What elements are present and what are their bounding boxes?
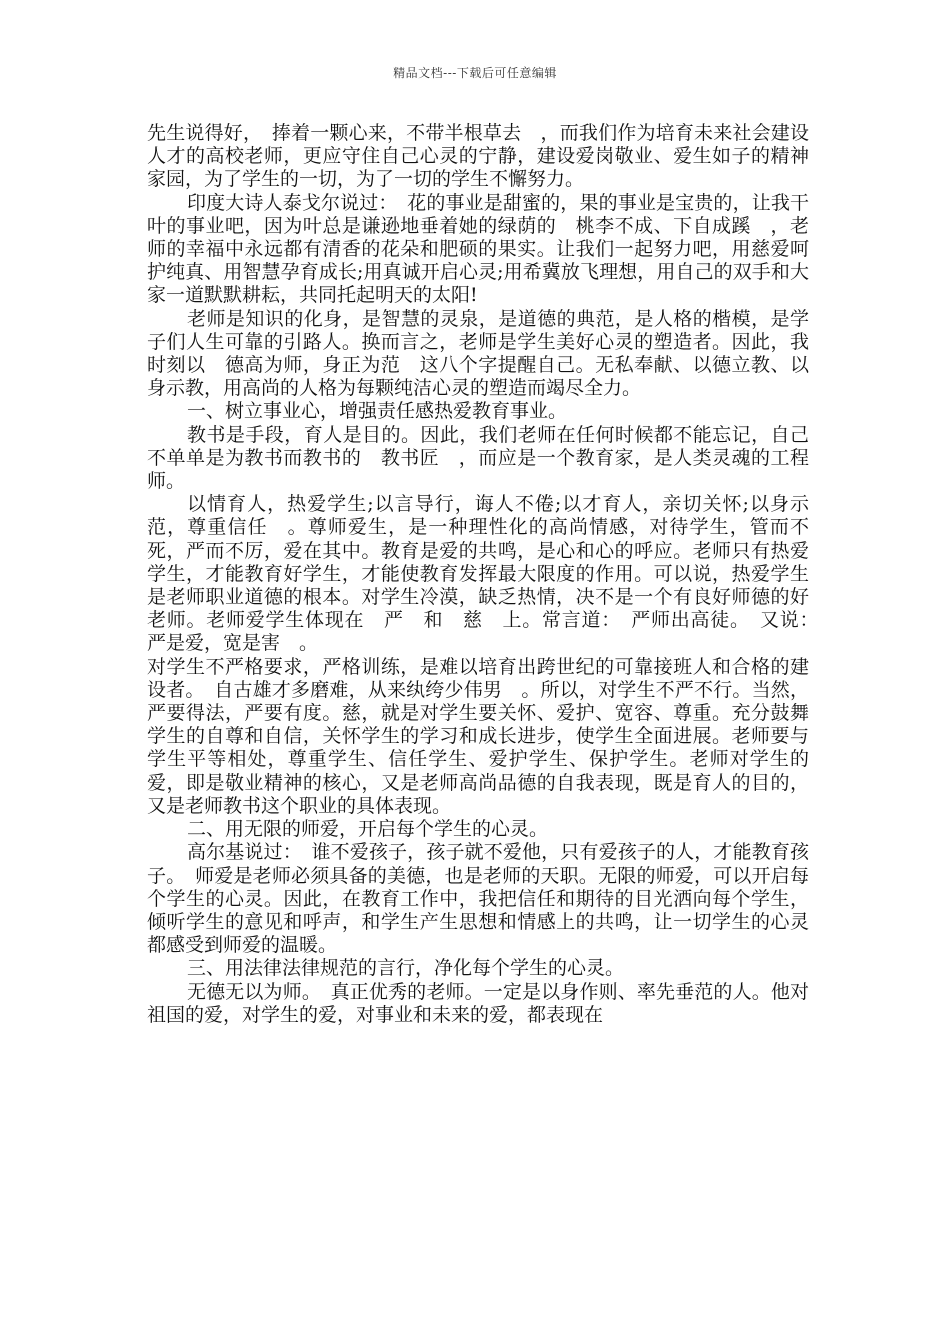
paragraph: 教书是手段，育人是目的。因此，我们老师在任何时候都不能忘记，自己不单单是为教书而教书的 教书匠 ，而应是一个教育家，是人类灵魂的工程师。 (147, 423, 809, 493)
paragraph: 对学生不严格要求，严格训练，是难以培育出跨世纪的可靠接班人和合格的建设者。 自古雄才多磨难，从来纨绔少伟男 。所以，对学生不严不行。当然，严要得法，严要有度。慈，就是对学生要关怀、爱护、宽容、尊重。充分鼓舞学生的自尊和自信，关怀学生的学习和成长进步，使学生全面进展。老师要与学生平等相处，尊重学生、信任学生、爱护学生、保护学生。老师对学生的爱，即是敬业精神的核心，又是老师高尚品德的自我表现，既是育人的目的，又是老师教书这个职业的具体表现。 (147, 655, 809, 817)
paragraph: 印度大诗人泰戈尔说过： 花的事业是甜蜜的，果的事业是宝贵的，让我干叶的事业吧，因为叶总是谦逊地垂着她的绿荫的 桃李不成、下自成蹊 ，老师的幸福中永远都有清香的花朵和肥硕的果实。让我们一起努力吧，用慈爱呵护纯真、用智慧孕育成长;用真诚开启心灵;用希冀放飞理想，用自己的双手和大家一道默默耕耘，共同托起明天的太阳! (147, 191, 809, 307)
paragraph: 老师是知识的化身，是智慧的灵泉，是道德的典范，是人格的楷模，是学子们人生可靠的引路人。换而言之，老师是学生美好心灵的塑造者。因此，我时刻以 德高为师，身正为范 这八个字提醒自己。无私奉献、以德立教、以身示教，用高尚的人格为每颗纯洁心灵的塑造而竭尽全力。 (147, 307, 809, 400)
paragraph: 以情育人，热爱学生;以言导行，诲人不倦;以才育人，亲切关怀;以身示范，尊重信任 。尊师爱生，是一种理性化的高尚情感，对待学生，管而不死，严而不厉，爱在其中。教育是爱的共鸣，是心和心的呼应。老师只有热爱学生，才能教育好学生，才能使教育发挥最大限度的作用。可以说，热爱学生是老师职业道德的根本。对学生冷漠，缺乏热情，决不是一个有良好师德的好老师。老师爱学生体现在 严 和 慈 上。常言道： 严师出高徒。 又说： 严是爱，宽是害 。 (147, 493, 829, 655)
paragraph: 高尔基说过： 谁不爱孩子，孩子就不爱他，只有爱孩子的人，才能教育孩子。 师爱是老师必须具备的美德，也是老师的天职。无限的师爱，可以开启每个学生的心灵。因此，在教育工作中，我把信任和期待的目光洒向每个学生，倾听学生的意见和呼声，和学生产生思想和情感上的共鸣，让一切学生的心灵都感受到师爱的温暖。 (147, 841, 809, 957)
page-header: 精品文档---下载后可任意编辑 (393, 66, 557, 80)
paragraph: 无德无以为师。 真正优秀的老师。一定是以身作则、率先垂范的人。他对祖国的爱，对学生的爱，对事业和未来的爱，都表现在 (147, 980, 809, 1026)
document-body (147, 122, 829, 1027)
paragraph: 先生说得好， 捧着一颗心来，不带半根草去 ，而我们作为培育未来社会建设人才的高校老师，更应守住自己心灵的宁静，建设爱岗敬业、爱生如子的精神家园，为了学生的一切，为了一切的学生不懈努力。 (147, 122, 809, 191)
section-heading: 三、用法律法律规范的言行，净化每个学生的心灵。 (187, 957, 625, 980)
section-heading: 一、树立事业心，增强责任感热爱教育事业。 (187, 400, 568, 423)
section-heading: 二、用无限的师爱，开启每个学生的心灵。 (187, 818, 549, 841)
